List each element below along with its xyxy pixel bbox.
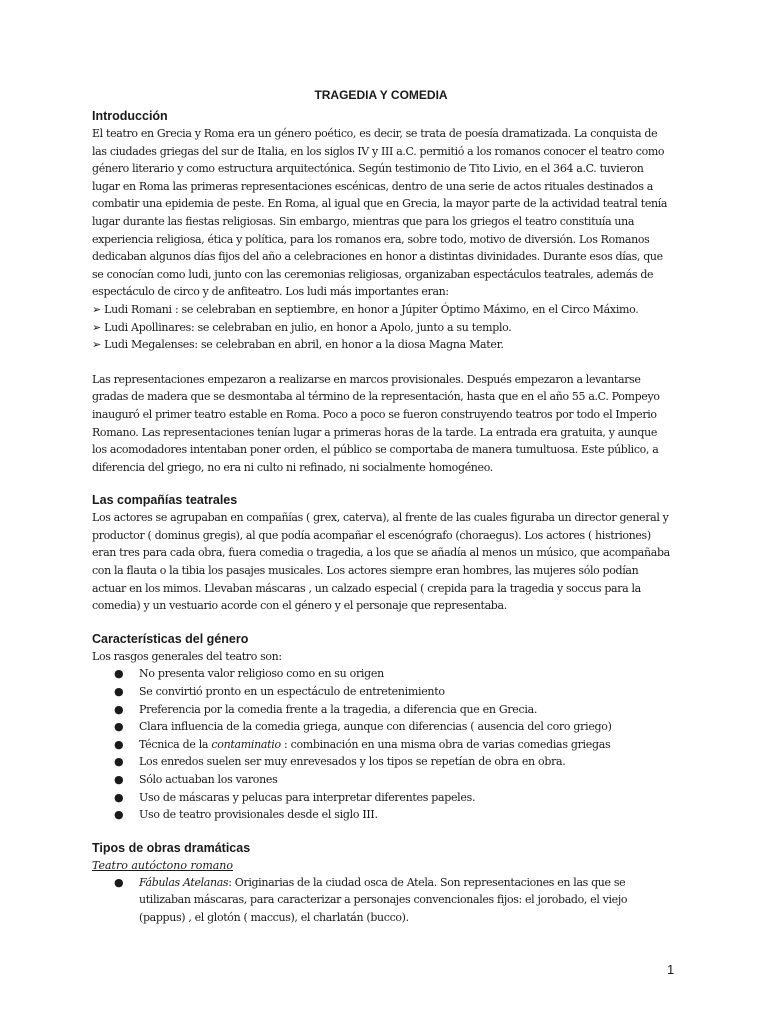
intro-paragraph: El teatro en Grecia y Roma era un género poético, es decir, se trata de poesía dramatizada. La conquista de las ciudades griegas del sur de Italia, en los siglos IV y III a.C. permitió a los romanos conocer el teatro como género literario y como estructura arquitectónica. Según testimonio de Tito Livio, en el 364 a.C. tuvieron lugar en Roma las primeras representaciones escénicas, dentro de una serie de actos rituales destinados a combatir una epidemia de peste. En Roma, al igual que en Grecia, la mayor parte de la actividad teatral tenía lugar durante las fiestas religiosas. Sin embargo, mientras que para los griegos el teatro constituía una experiencia religiosa, ética y política, para los romanos era, sobre todo, motivo de diversión. Los Romanos dedicaban algunos días fijos del año a celebraciones en honor a distintas divinidades. Durante esos días, que se conocían como ludi, junto con las ceremonias religiosas, organizaban espectáculos teatrales, además de espectáculo de circo y de anfiteatro. Los ludi más importantes eran:: [92, 127, 668, 299]
list-item: ● Uso de teatro provisionales desde el siglo III.: [114, 806, 670, 824]
ludi-item: ➢ Ludi Romani : se celebraban en septiembre, en honor a Júpiter Óptimo Máximo, en el Circo Máximo.: [92, 302, 639, 316]
bullet-icon: ●: [114, 755, 124, 769]
document-page: [92, 88, 670, 927]
list-item: ● No presenta valor religioso como en su origen: [114, 665, 670, 683]
subheading-teatro-autoctono: Teatro autóctono romano: [92, 858, 234, 872]
list-item: ● Fábulas Atelanas: Originarias de la ciudad osca de Atela. Son representaciones en las que se utilizaban máscaras, para caracterizar a personajes convencionales fijos: el jorobado, el viejo (pappus) , el glotón ( maccus), el charlatán (bucco).: [114, 875, 628, 924]
caracteristicas-intro: Los rasgos generales del teatro son:: [92, 649, 282, 663]
page-number: 1: [667, 962, 675, 977]
list-item: ● Técnica de la contaminatio : combinación en una misma obra de varias comedias griegas: [114, 736, 670, 754]
bullet-icon: ●: [114, 808, 124, 822]
bullet-icon: ●: [114, 875, 124, 889]
list-item: ● Se convirtió pronto en un espectáculo de entretenimiento: [114, 683, 670, 701]
bullet-icon: ●: [114, 737, 124, 751]
contaminatio-term: contaminatio: [211, 737, 281, 751]
list-item: ● Los enredos suelen ser muy enrevesados y los tipos se repetían de obra en obra.: [114, 753, 670, 771]
list-item: ● Uso de máscaras y pelucas para interpretar diferentes papeles.: [114, 789, 670, 807]
list-item: ● Sólo actuaban los varones: [114, 771, 670, 789]
ludi-item: ➢ Ludi Apollinares: se celebraban en julio, en honor a Apolo, junto a su templo.: [92, 320, 512, 334]
bullet-icon: ●: [114, 667, 124, 681]
list-item: ● Clara influencia de la comedia griega, aunque con diferencias ( ausencia del coro griego): [114, 718, 670, 736]
intro-paragraph-2: Las representaciones empezaron a realizarse en marcos provisionales. Después empezaron a levantarse gradas de madera que se desmontaba al término de la representación, hasta que en el año 55 a.C. Pompeyo inauguró el primer teatro estable en Roma. Poco a poco se fueron construyendo teatros por todo el Imperio Romano. Las representaciones tenían lugar a primeras horas de la tarde. La entrada era gratuita, y aunque los acomodadores intentaban poner orden, el público se comportaba de manera tumultuosa. Este público, a diferencia del griego, no era ni culto ni refinado, ni socialmente homogéneo.: [92, 372, 660, 474]
bullet-icon: ●: [114, 702, 124, 716]
bullet-icon: ●: [114, 773, 124, 786]
bullet-icon: ●: [114, 720, 124, 734]
heading-caracteristicas: Características del género: [92, 631, 249, 646]
heading-tipos: Tipos de obras dramáticas: [92, 840, 251, 855]
heading-introduccion: Introducción: [92, 109, 168, 123]
page-title: TRAGEDIA Y COMEDIA: [314, 88, 448, 102]
companias-paragraph: Los actores se agrupaban en compañías ( grex, caterva), al frente de las cuales figuraba un director general y productor ( dominus gregis), al que podía acompañar el escenógrafo (choraegus). Los actores ( histriones) eran tres para cada obra, fuera comedia o tragedia, a los que se añadía al menos un músico, que acompañaba con la flauta o la tibia los pasajes musicales. Los actores siempre eran hombres, las mujeres sólo podían actuar en los mimos. Llevaban máscaras , un calzado especial ( crepida para la tragedia y soccus para la comedia) y un vestuario acorde con el género y el personaje que representaba.: [92, 511, 670, 613]
atelanas-term: Fábulas Atelanas: [139, 875, 229, 889]
bullet-icon: ●: [114, 685, 124, 699]
list-item: ● Preferencia por la comedia frente a la tragedia, a diferencia que en Grecia.: [114, 701, 670, 719]
ludi-item: ➢ Ludi Megalenses: se celebraban en abril, en honor a la diosa Magna Mater.: [92, 338, 504, 352]
tipos-list: [92, 874, 670, 927]
bullet-icon: ●: [114, 790, 124, 804]
caracteristicas-list: [92, 665, 670, 823]
heading-companias: Las compañías teatrales: [92, 493, 238, 508]
